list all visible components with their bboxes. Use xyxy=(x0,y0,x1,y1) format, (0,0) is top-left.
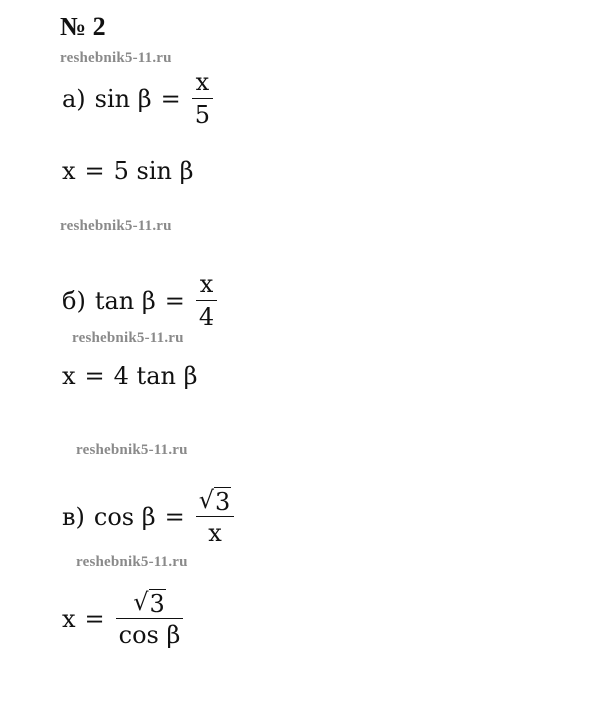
fraction xyxy=(116,586,184,651)
equation-b xyxy=(62,268,219,333)
function-text: sin β xyxy=(94,84,152,113)
denominator: x xyxy=(208,519,222,547)
numerator-sqrt xyxy=(130,586,169,618)
numerator: x xyxy=(199,270,214,298)
result-b xyxy=(62,362,197,390)
item-label: б) xyxy=(62,286,86,315)
numerator: x xyxy=(195,68,210,96)
equals-sign: = xyxy=(84,362,105,390)
radical-sign: √ xyxy=(133,588,149,616)
equals-sign: = xyxy=(164,502,185,531)
result-lhs: x xyxy=(62,604,76,633)
fraction xyxy=(196,268,217,333)
denominator: cos β xyxy=(118,621,181,649)
fraction xyxy=(192,66,213,131)
equation-a xyxy=(62,66,215,131)
function-text: cos β xyxy=(93,502,156,531)
equals-sign: = xyxy=(160,84,181,113)
watermark-text: reshebnik5-11.ru xyxy=(60,218,172,234)
function-text: tan β xyxy=(94,286,156,315)
radicand: 3 xyxy=(149,590,165,618)
equation-c xyxy=(62,484,236,549)
watermark-text: reshebnik5-11.ru xyxy=(60,50,172,66)
result-a xyxy=(62,157,194,185)
watermark-text: reshebnik5-11.ru xyxy=(76,442,188,458)
result-c xyxy=(62,586,185,651)
numerator-sqrt xyxy=(196,484,235,516)
fraction xyxy=(196,484,235,549)
watermark-text: reshebnik5-11.ru xyxy=(72,330,184,346)
radicand: 3 xyxy=(215,488,231,516)
denominator: 4 xyxy=(198,303,215,331)
watermark-text: reshebnik5-11.ru xyxy=(76,554,188,570)
result-lhs: x xyxy=(62,362,76,390)
denominator: 5 xyxy=(194,101,211,129)
radical-sign: √ xyxy=(198,486,214,514)
problem-number-title: № 2 xyxy=(60,12,106,41)
result-rhs: 5 sin β xyxy=(113,157,194,185)
equals-sign: = xyxy=(164,286,185,315)
item-label: а) xyxy=(62,84,86,113)
equals-sign: = xyxy=(84,157,105,185)
result-rhs: 4 tan β xyxy=(113,362,198,390)
equals-sign: = xyxy=(84,604,105,633)
item-label: в) xyxy=(62,502,85,531)
result-lhs: x xyxy=(62,157,76,185)
